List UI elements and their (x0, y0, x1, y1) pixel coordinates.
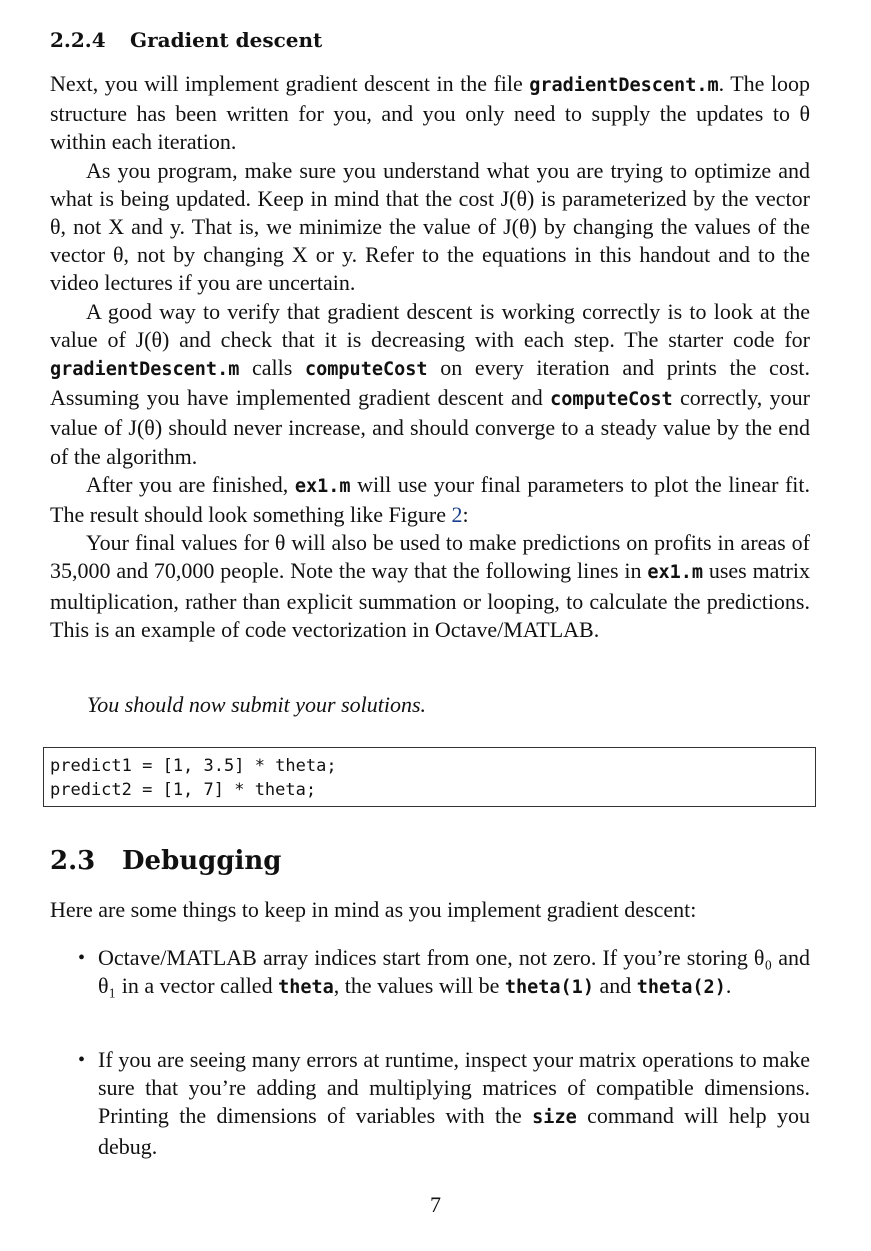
inline-code: computeCost (550, 389, 673, 411)
text-run: on every iteration and prints the cost. Assuming you have implemented gradient descent and (50, 355, 810, 411)
text-run: Next, you will implement gradient descent in the file (50, 71, 530, 96)
paragraph-5 (50, 529, 810, 644)
submit-note: You should now submit your solutions. (87, 692, 427, 717)
text-run: : (462, 502, 469, 528)
text-run: , the values will be (333, 973, 505, 999)
inline-code: theta(2) (636, 977, 726, 999)
code-line-1: predict1 = [1, 3.5] * theta; (50, 756, 337, 776)
section-heading (50, 846, 282, 876)
bullet-dot-icon: • (78, 947, 86, 969)
inline-code: size (532, 1107, 577, 1129)
text-run: will use your final parameters to plot the linear fit. The result should look something like Figure (50, 471, 810, 528)
code-listing (43, 747, 816, 807)
subsection-heading (50, 28, 322, 52)
paragraph-1 (50, 70, 810, 157)
text-run: Your final values for θ will also be used to make predictions on profits in areas of 35,000 and 70,000 people. Note the way that the following lines in (50, 530, 810, 584)
text-run: If you are seeing many errors at runtime, inspect your matrix operations to make sure that you’re adding and multiplying matrices of compatible dimensions. Printing the dimensions of variables with the (98, 1047, 810, 1129)
text-run: correctly, your value of J(θ) should never increase, and should converge to a steady value by the end of the algorithm. (50, 385, 810, 469)
inline-code: theta (278, 977, 334, 999)
body-text (50, 70, 810, 644)
text-run: calls (239, 355, 305, 381)
text-run: command will help you debug. (98, 1103, 810, 1159)
inline-code: ex1.m (647, 562, 704, 584)
figure-link[interactable]: 2 (451, 502, 463, 528)
inline-code: ex1.m (294, 475, 351, 497)
code-line-2: predict2 = [1, 7] * theta; (50, 780, 317, 800)
inline-code: gradientDescent.m (529, 75, 719, 96)
bullet-item-1 (78, 944, 810, 1002)
text-run: A good way to verify that gradient descent is working correctly is to look at the value of J(θ) and check that it is decreasing with each step. The starter code for (50, 298, 810, 352)
inline-code: theta(1) (504, 977, 594, 999)
text-run: and (593, 973, 637, 999)
section-intro: Here are some things to keep in mind as you implement gradient descent: (50, 897, 697, 922)
text-run: Octave/MATLAB array indices start from one, not zero. If you’re storing θ₀ and θ₁ in a vector called (98, 945, 810, 999)
subsection-title: Gradient descent (130, 28, 323, 52)
paragraph-3 (50, 298, 810, 471)
text-run: . (725, 973, 732, 999)
text-run: . The loop structure has been written for you, and you only need to supply the updates to θ within each iteration. (50, 71, 811, 155)
paragraph-2: As you program, make sure you understand what you are trying to optimize and what is being updated. Keep in mind that the cost J(θ) is parameterized by the vector θ, not X and y. That is, we minimize the value of J(θ) by changing the values of the vector θ, not by changing X or y. Refer to the equations in this handout and to the video lectures if you are uncertain. (50, 157, 810, 296)
text-run: uses matrix multiplication, rather than explicit summation or looping, to calculate the predictions. This is an example of code vectorization in Octave/MATLAB. (50, 558, 811, 642)
section-title: Debugging (122, 846, 282, 876)
inline-code: computeCost (305, 359, 428, 381)
page-number: 7 (430, 1192, 441, 1217)
paragraph-4 (50, 471, 810, 529)
text-run: After you are finished, (86, 471, 295, 497)
bullet-dot-icon: • (78, 1049, 86, 1071)
bullet-item-2 (78, 1046, 810, 1161)
inline-code: gradientDescent.m (50, 359, 240, 381)
section-number: 2.3 (50, 846, 96, 876)
subsection-number: 2.2.4 (50, 28, 106, 52)
